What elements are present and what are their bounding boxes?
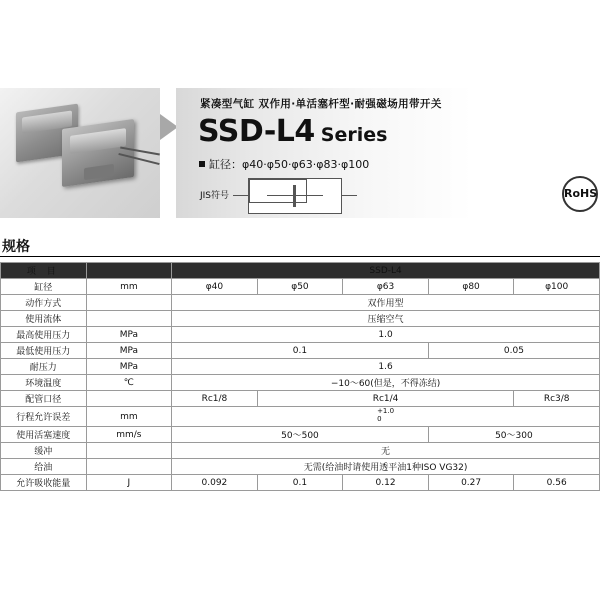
cell-bore-40: φ40 bbox=[172, 279, 258, 295]
jis-symbol-label: JIS符号 bbox=[200, 191, 230, 201]
bullet-square-icon bbox=[199, 161, 205, 167]
cell-min-pressure-high: 0.05 bbox=[428, 343, 599, 359]
series-title bbox=[198, 114, 387, 148]
table-row bbox=[1, 459, 600, 475]
row-label-absorbable-energy: 允许吸收能量 bbox=[1, 475, 87, 491]
series-code: SSD-L4 bbox=[198, 114, 315, 149]
header-model-cell: SSD-L4 bbox=[172, 263, 600, 279]
cell-bore-100: φ100 bbox=[514, 279, 600, 295]
row-label-withstand-pressure: 耐压力 bbox=[1, 359, 87, 375]
jis-rod-left bbox=[233, 195, 249, 196]
section-title: 规格 bbox=[2, 239, 30, 255]
header-band bbox=[0, 88, 600, 228]
row-label-cushion: 缓冲 bbox=[1, 443, 87, 459]
cell-energy-63: 0.12 bbox=[343, 475, 429, 491]
row-unit-ambient-temp: ℃ bbox=[86, 375, 172, 391]
spec-table bbox=[0, 262, 600, 491]
row-unit-lubrication bbox=[86, 459, 172, 475]
cell-max-pressure: 1.0 bbox=[172, 327, 600, 343]
row-unit-action bbox=[86, 295, 172, 311]
jis-rod-right bbox=[341, 195, 357, 196]
cell-fluid: 压缩空气 bbox=[172, 311, 600, 327]
table-row bbox=[1, 359, 600, 375]
table-row bbox=[1, 279, 600, 295]
cell-bore-80: φ80 bbox=[428, 279, 514, 295]
row-label-fluid: 使用流体 bbox=[1, 311, 87, 327]
row-label-lubrication: 给油 bbox=[1, 459, 87, 475]
row-label-bore: 缸径 bbox=[1, 279, 87, 295]
jis-symbol-diagram bbox=[248, 178, 342, 214]
table-row bbox=[1, 391, 600, 407]
row-unit-bore: mm bbox=[86, 279, 172, 295]
stroke-tolerance-stack bbox=[377, 408, 394, 424]
jis-cylinder-box bbox=[249, 179, 307, 203]
row-label-port-size: 配管口径 bbox=[1, 391, 87, 407]
section-divider bbox=[0, 256, 600, 257]
row-label-action: 动作方式 bbox=[1, 295, 87, 311]
row-unit-absorbable-energy: J bbox=[86, 475, 172, 491]
row-unit-cushion bbox=[86, 443, 172, 459]
product-photo bbox=[0, 88, 160, 218]
table-row bbox=[1, 311, 600, 327]
row-label-ambient-temp: 环境温度 bbox=[1, 375, 87, 391]
rohs-badge: RoHS bbox=[562, 176, 598, 212]
cell-energy-100: 0.56 bbox=[514, 475, 600, 491]
cell-lubrication: 无需(给油时请使用透平油1种ISO VG32) bbox=[172, 459, 600, 475]
table-row bbox=[1, 475, 600, 491]
row-unit-min-pressure: MPa bbox=[86, 343, 172, 359]
bore-spec-text: 缸径：φ40·φ50·φ63·φ83·φ100 bbox=[209, 158, 370, 171]
row-label-max-pressure: 最高使用压力 bbox=[1, 327, 87, 343]
cell-energy-80: 0.27 bbox=[428, 475, 514, 491]
cell-bore-63: φ63 bbox=[343, 279, 429, 295]
bore-spec-line bbox=[199, 156, 369, 172]
cell-port-size-40: Rc1/8 bbox=[172, 391, 258, 407]
cell-port-size-mid: Rc1/4 bbox=[257, 391, 514, 407]
row-unit-piston-speed: mm/s bbox=[86, 427, 172, 443]
table-row bbox=[1, 295, 600, 311]
cell-piston-speed-high: 50〜300 bbox=[428, 427, 599, 443]
stroke-tolerance-lower: 0 bbox=[377, 415, 382, 423]
row-label-stroke-tolerance: 行程允许误差 bbox=[1, 407, 87, 427]
table-row bbox=[1, 327, 600, 343]
jis-centerline bbox=[267, 195, 323, 196]
table-row bbox=[1, 343, 600, 359]
series-word: Series bbox=[320, 124, 388, 146]
header-item-cell: 项 目 bbox=[1, 263, 87, 279]
table-row bbox=[1, 407, 600, 427]
cell-cushion: 无 bbox=[172, 443, 600, 459]
cell-stroke-tolerance bbox=[172, 407, 600, 427]
row-unit-fluid bbox=[86, 311, 172, 327]
jis-piston bbox=[293, 185, 296, 207]
cell-withstand-pressure: 1.6 bbox=[172, 359, 600, 375]
table-header-row bbox=[1, 263, 600, 279]
row-label-min-pressure: 最低使用压力 bbox=[1, 343, 87, 359]
cell-ambient-temp: −10〜60(但是，不得冻结) bbox=[172, 375, 600, 391]
row-unit-port-size bbox=[86, 391, 172, 407]
row-label-piston-speed: 使用活塞速度 bbox=[1, 427, 87, 443]
table-row bbox=[1, 443, 600, 459]
cell-port-size-100: Rc3/8 bbox=[514, 391, 600, 407]
table-row bbox=[1, 375, 600, 391]
cell-bore-50: φ50 bbox=[257, 279, 343, 295]
cell-piston-speed-low: 50〜500 bbox=[172, 427, 429, 443]
table-row bbox=[1, 427, 600, 443]
row-unit-stroke-tolerance: mm bbox=[86, 407, 172, 427]
header-unit-cell bbox=[86, 263, 172, 279]
cell-min-pressure-low: 0.1 bbox=[172, 343, 429, 359]
cell-energy-40: 0.092 bbox=[172, 475, 258, 491]
row-unit-max-pressure: MPa bbox=[86, 327, 172, 343]
row-unit-withstand-pressure: MPa bbox=[86, 359, 172, 375]
header-subtitle: 紧凑型气缸 双作用·单活塞杆型·耐强磁场用带开关 bbox=[200, 98, 442, 110]
cell-energy-50: 0.1 bbox=[257, 475, 343, 491]
stroke-tolerance-upper: +1.0 bbox=[377, 407, 395, 415]
cell-action: 双作用型 bbox=[172, 295, 600, 311]
